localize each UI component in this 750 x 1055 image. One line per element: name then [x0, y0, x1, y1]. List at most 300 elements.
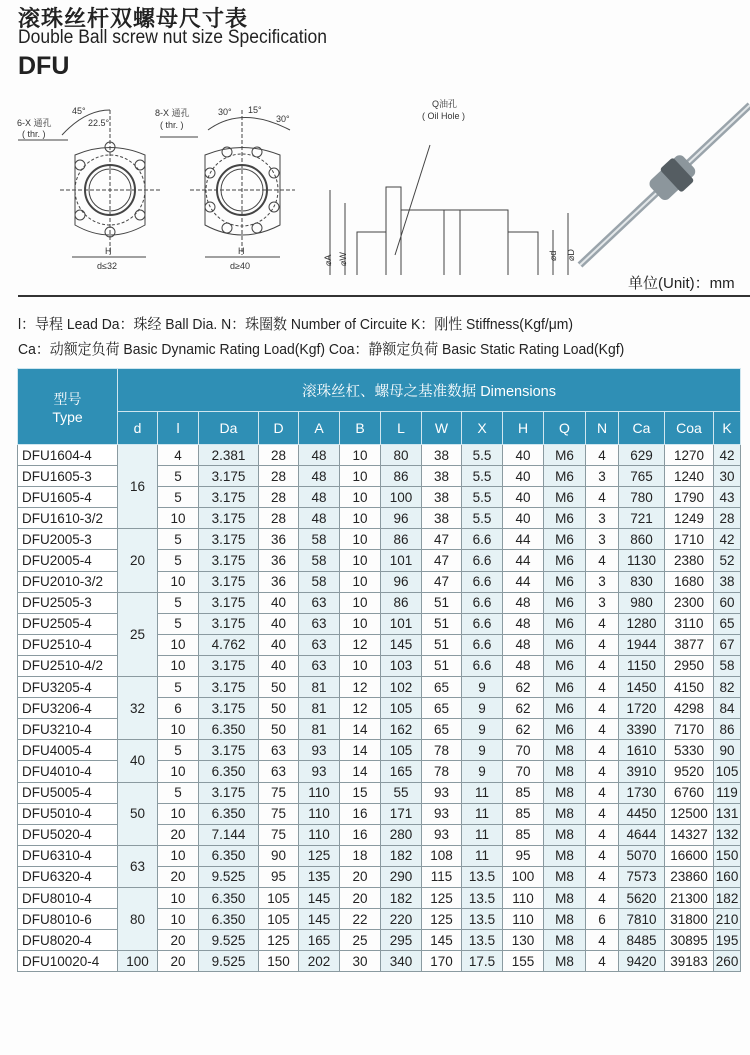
cell-d: 40 [259, 613, 299, 634]
cell-h: 70 [503, 740, 544, 761]
cell-coa: 16600 [665, 845, 714, 866]
cell-coa: 2950 [665, 655, 714, 676]
cell-type: DFU4005-4 [18, 740, 118, 761]
cell-a: 110 [299, 782, 340, 803]
thr-label: ( thr. ) [22, 129, 46, 139]
cell-w: 65 [422, 719, 462, 740]
cell-ca: 7810 [619, 909, 665, 930]
cell-l: 101 [381, 613, 422, 634]
title-english: Double Ball screw nut size Specification [18, 27, 327, 48]
column-header-n: N [586, 412, 619, 445]
cell-k: 86 [714, 719, 741, 740]
cell-l: 220 [381, 909, 422, 930]
cell-w: 38 [422, 466, 462, 487]
cell-ca: 4450 [619, 803, 665, 824]
cell-q: M8 [544, 761, 586, 782]
cell-b: 25 [340, 930, 381, 951]
cell-h: 85 [503, 803, 544, 824]
cell-q: M8 [544, 740, 586, 761]
angle-label: 30° [218, 107, 232, 117]
cell-d: 50 [259, 677, 299, 698]
cell-w: 51 [422, 634, 462, 655]
cell-a: 81 [299, 698, 340, 719]
cell-coa: 3877 [665, 634, 714, 655]
cell-b: 10 [340, 529, 381, 550]
ball-screw-photo [580, 105, 750, 265]
cell-x: 6.6 [462, 634, 503, 655]
cell-w: 115 [422, 866, 462, 887]
cell-q: M6 [544, 571, 586, 592]
cell-w: 51 [422, 613, 462, 634]
condition-label: d≤32 [97, 261, 117, 271]
cell-k: 210 [714, 909, 741, 930]
column-header-w: W [422, 412, 462, 445]
cell-k: 131 [714, 803, 741, 824]
cell-b: 10 [340, 508, 381, 529]
cell-w: 93 [422, 824, 462, 845]
cell-l: 96 [381, 508, 422, 529]
cell-x: 9 [462, 761, 503, 782]
cell-w: 145 [422, 930, 462, 951]
cell-l: 171 [381, 803, 422, 824]
cell-ca: 1280 [619, 613, 665, 634]
type-header-cn: 型号 [53, 390, 82, 407]
cell-n: 4 [586, 782, 619, 803]
cell-coa: 1240 [665, 466, 714, 487]
cell-l: 20 [158, 951, 199, 972]
spec-table [17, 368, 741, 972]
cell-a: 125 [299, 845, 340, 866]
cell-da: 4.762 [199, 634, 259, 655]
cell-k: 42 [714, 445, 741, 466]
cell-l: 5 [158, 529, 199, 550]
cell-ca: 860 [619, 529, 665, 550]
cell-type: DFU8010-4 [18, 887, 118, 908]
cell-da: 3.175 [199, 655, 259, 676]
type-header-en: Type [52, 408, 83, 425]
cell-k: 160 [714, 866, 741, 887]
cell-type: DFU10020-4 [18, 951, 118, 972]
cell-type: DFU2510-4 [18, 634, 118, 655]
cell-da: 3.175 [199, 740, 259, 761]
cell-h: 40 [503, 445, 544, 466]
dimensions-header: 滚珠丝杠、螺母之基准数据 Dimensions [118, 369, 741, 412]
cell-ca: 1130 [619, 550, 665, 571]
cell-q: M6 [544, 529, 586, 550]
cell-k: 150 [714, 845, 741, 866]
cell-h: 48 [503, 634, 544, 655]
cell-coa: 1790 [665, 487, 714, 508]
cell-d: 36 [259, 550, 299, 571]
cell-a: 93 [299, 740, 340, 761]
cell-n: 4 [586, 613, 619, 634]
cell-x: 9 [462, 719, 503, 740]
cell-n: 4 [586, 550, 619, 571]
cell-coa: 2380 [665, 550, 714, 571]
cell-a: 81 [299, 719, 340, 740]
cell-l: 10 [158, 508, 199, 529]
table-row [18, 887, 741, 908]
cell-da: 7.144 [199, 824, 259, 845]
flange-drawing-d40 [160, 110, 295, 257]
cell-da: 9.525 [199, 930, 259, 951]
cell-type: DFU1605-4 [18, 487, 118, 508]
cell-d: 20 [118, 529, 158, 592]
cell-a: 135 [299, 866, 340, 887]
cell-l: 165 [381, 761, 422, 782]
cell-w: 78 [422, 740, 462, 761]
cell-q: M6 [544, 677, 586, 698]
cell-coa: 21300 [665, 887, 714, 908]
cell-n: 4 [586, 951, 619, 972]
cell-type: DFU1604-4 [18, 445, 118, 466]
cell-b: 10 [340, 445, 381, 466]
column-header-q: Q [544, 412, 586, 445]
cell-n: 4 [586, 845, 619, 866]
cell-a: 145 [299, 909, 340, 930]
cell-n: 4 [586, 487, 619, 508]
cell-q: M8 [544, 782, 586, 803]
cell-b: 12 [340, 634, 381, 655]
cell-w: 93 [422, 782, 462, 803]
cell-w: 51 [422, 655, 462, 676]
cell-l: 86 [381, 592, 422, 613]
cell-d: 50 [259, 719, 299, 740]
cell-b: 16 [340, 803, 381, 824]
cell-coa: 7170 [665, 719, 714, 740]
cell-l: 5 [158, 466, 199, 487]
cell-n: 3 [586, 571, 619, 592]
cell-k: 182 [714, 887, 741, 908]
cell-l: 162 [381, 719, 422, 740]
column-header-da: Da [199, 412, 259, 445]
cell-h: 62 [503, 677, 544, 698]
cell-a: 110 [299, 824, 340, 845]
cell-h: 48 [503, 613, 544, 634]
cell-coa: 2300 [665, 592, 714, 613]
cell-q: M6 [544, 698, 586, 719]
cell-type: DFU1610-3/2 [18, 508, 118, 529]
cell-l: 290 [381, 866, 422, 887]
cell-q: M8 [544, 909, 586, 930]
cell-x: 5.5 [462, 445, 503, 466]
cell-a: 48 [299, 487, 340, 508]
cell-l: 20 [158, 866, 199, 887]
cell-k: 30 [714, 466, 741, 487]
cell-type: DFU3210-4 [18, 719, 118, 740]
cell-w: 65 [422, 698, 462, 719]
cell-coa: 9520 [665, 761, 714, 782]
cell-x: 6.6 [462, 655, 503, 676]
cell-d: 75 [259, 824, 299, 845]
cell-ca: 3910 [619, 761, 665, 782]
cell-w: 93 [422, 803, 462, 824]
cell-da: 6.350 [199, 761, 259, 782]
cell-ca: 1944 [619, 634, 665, 655]
column-header-d: D [259, 412, 299, 445]
cell-l: 105 [381, 740, 422, 761]
nut-side-drawing [330, 145, 568, 275]
cell-n: 4 [586, 761, 619, 782]
cell-l: 5 [158, 550, 199, 571]
cell-d: 25 [118, 592, 158, 676]
cell-coa: 12500 [665, 803, 714, 824]
cell-q: M8 [544, 887, 586, 908]
cell-b: 10 [340, 592, 381, 613]
cell-l: 295 [381, 930, 422, 951]
cell-ca: 5070 [619, 845, 665, 866]
cell-coa: 4298 [665, 698, 714, 719]
cell-q: M8 [544, 845, 586, 866]
cell-da: 3.175 [199, 487, 259, 508]
column-header-coa: Coa [665, 412, 714, 445]
cell-h: 130 [503, 930, 544, 951]
cell-b: 20 [340, 887, 381, 908]
cell-l: 86 [381, 466, 422, 487]
thr-label: ( thr. ) [160, 120, 184, 130]
cell-ca: 1450 [619, 677, 665, 698]
cell-a: 110 [299, 803, 340, 824]
cell-l: 182 [381, 845, 422, 866]
dim-a: ⌀A [323, 254, 333, 266]
cell-coa: 39183 [665, 951, 714, 972]
cell-l: 103 [381, 655, 422, 676]
cell-h: 40 [503, 466, 544, 487]
cell-ca: 9420 [619, 951, 665, 972]
cell-d: 150 [259, 951, 299, 972]
legend-line-2: Ca：动额定负荷 Basic Dynamic Rating Load(Kgf) Coa：静额定负荷 Basic Static Rating Load(Kgf) [18, 341, 625, 358]
table-row [18, 740, 741, 761]
cell-type: DFU4010-4 [18, 761, 118, 782]
cell-d: 36 [259, 529, 299, 550]
cell-a: 93 [299, 761, 340, 782]
cell-ca: 1610 [619, 740, 665, 761]
cell-k: 67 [714, 634, 741, 655]
cell-l: 5 [158, 740, 199, 761]
cell-ca: 765 [619, 466, 665, 487]
angle-label: 22.5° [88, 118, 110, 128]
cell-h: 85 [503, 824, 544, 845]
cell-da: 6.350 [199, 845, 259, 866]
cell-x: 9 [462, 698, 503, 719]
cell-b: 30 [340, 951, 381, 972]
cell-a: 81 [299, 677, 340, 698]
cell-da: 6.350 [199, 909, 259, 930]
cell-k: 43 [714, 487, 741, 508]
cell-l: 55 [381, 782, 422, 803]
cell-x: 5.5 [462, 466, 503, 487]
cell-ca: 780 [619, 487, 665, 508]
cell-q: M8 [544, 930, 586, 951]
column-header-h: H [503, 412, 544, 445]
cell-h: 85 [503, 782, 544, 803]
cell-d: 105 [259, 909, 299, 930]
column-header-d: d [118, 412, 158, 445]
cell-w: 78 [422, 761, 462, 782]
cell-b: 10 [340, 550, 381, 571]
column-header-l: l [158, 412, 199, 445]
cell-k: 60 [714, 592, 741, 613]
cell-ca: 4644 [619, 824, 665, 845]
angle-label: 45° [72, 106, 86, 116]
cell-x: 11 [462, 845, 503, 866]
cell-h: 155 [503, 951, 544, 972]
title-chinese: 滚珠丝杆双螺母尺寸表 [18, 6, 249, 31]
cell-l: 5 [158, 487, 199, 508]
cell-w: 125 [422, 887, 462, 908]
cell-d: 28 [259, 466, 299, 487]
table-body [18, 445, 741, 972]
cell-type: DFU5005-4 [18, 782, 118, 803]
cell-k: 58 [714, 655, 741, 676]
cell-type: DFU6320-4 [18, 866, 118, 887]
cell-x: 5.5 [462, 508, 503, 529]
table-row [18, 445, 741, 466]
cell-l: 280 [381, 824, 422, 845]
cell-coa: 14327 [665, 824, 714, 845]
cell-l: 100 [381, 487, 422, 508]
cell-k: 90 [714, 740, 741, 761]
cell-l: 10 [158, 655, 199, 676]
cell-a: 165 [299, 930, 340, 951]
cell-l: 10 [158, 571, 199, 592]
cell-ca: 629 [619, 445, 665, 466]
cell-d: 95 [259, 866, 299, 887]
cell-k: 82 [714, 677, 741, 698]
cell-l: 182 [381, 887, 422, 908]
cell-w: 65 [422, 677, 462, 698]
cell-q: M8 [544, 951, 586, 972]
dim-d: ⌀d [548, 250, 558, 261]
cell-d: 63 [259, 761, 299, 782]
cell-k: 28 [714, 508, 741, 529]
cell-d: 80 [118, 887, 158, 950]
cell-b: 14 [340, 740, 381, 761]
cell-ca: 980 [619, 592, 665, 613]
cell-h: 48 [503, 592, 544, 613]
cell-d: 50 [259, 698, 299, 719]
cell-b: 12 [340, 698, 381, 719]
cell-l: 10 [158, 909, 199, 930]
cell-q: M6 [544, 466, 586, 487]
cell-x: 9 [462, 677, 503, 698]
cell-ca: 7573 [619, 866, 665, 887]
cell-ca: 8485 [619, 930, 665, 951]
cell-w: 38 [422, 487, 462, 508]
column-header-l: L [381, 412, 422, 445]
cell-da: 3.175 [199, 677, 259, 698]
cell-q: M6 [544, 487, 586, 508]
cell-da: 3.175 [199, 592, 259, 613]
cell-x: 13.5 [462, 866, 503, 887]
cell-type: DFU5010-4 [18, 803, 118, 824]
cell-d: 50 [118, 782, 158, 845]
cell-da: 6.350 [199, 719, 259, 740]
cell-q: M6 [544, 550, 586, 571]
table-row [18, 951, 741, 972]
cell-n: 4 [586, 634, 619, 655]
cell-coa: 31800 [665, 909, 714, 930]
cell-l: 340 [381, 951, 422, 972]
cell-x: 5.5 [462, 487, 503, 508]
cell-h: 62 [503, 698, 544, 719]
cell-d: 28 [259, 445, 299, 466]
cell-q: M6 [544, 613, 586, 634]
cell-n: 4 [586, 824, 619, 845]
cell-n: 3 [586, 466, 619, 487]
cell-ca: 830 [619, 571, 665, 592]
cell-n: 4 [586, 866, 619, 887]
cell-x: 13.5 [462, 930, 503, 951]
cell-type: DFU2510-4/2 [18, 655, 118, 676]
cell-l: 10 [158, 761, 199, 782]
table-row [18, 592, 741, 613]
cell-da: 3.175 [199, 782, 259, 803]
cell-d: 36 [259, 571, 299, 592]
cell-coa: 4150 [665, 677, 714, 698]
cell-type: DFU2010-3/2 [18, 571, 118, 592]
cell-q: M6 [544, 719, 586, 740]
cell-k: 65 [714, 613, 741, 634]
cell-a: 48 [299, 466, 340, 487]
angle-label: 30° [276, 114, 290, 124]
cell-w: 125 [422, 909, 462, 930]
dim-w: ⌀W [338, 252, 348, 266]
cell-k: 119 [714, 782, 741, 803]
cell-x: 6.6 [462, 571, 503, 592]
cell-l: 6 [158, 698, 199, 719]
cell-n: 4 [586, 655, 619, 676]
cell-k: 195 [714, 930, 741, 951]
cell-h: 100 [503, 866, 544, 887]
cell-w: 170 [422, 951, 462, 972]
cell-k: 260 [714, 951, 741, 972]
cell-d: 16 [118, 445, 158, 529]
cell-coa: 6760 [665, 782, 714, 803]
cell-x: 11 [462, 782, 503, 803]
cell-l: 105 [381, 698, 422, 719]
cell-coa: 23860 [665, 866, 714, 887]
cell-k: 84 [714, 698, 741, 719]
cell-b: 10 [340, 487, 381, 508]
cell-a: 63 [299, 634, 340, 655]
cell-n: 4 [586, 677, 619, 698]
cell-n: 4 [586, 740, 619, 761]
cell-q: M6 [544, 445, 586, 466]
cell-d: 63 [118, 845, 158, 887]
cell-x: 13.5 [462, 887, 503, 908]
cell-d: 75 [259, 803, 299, 824]
cell-d: 105 [259, 887, 299, 908]
model-name: DFU [18, 52, 70, 80]
cell-w: 47 [422, 571, 462, 592]
cell-l: 20 [158, 930, 199, 951]
cell-k: 132 [714, 824, 741, 845]
cell-x: 13.5 [462, 909, 503, 930]
cell-a: 145 [299, 887, 340, 908]
cell-ca: 1150 [619, 655, 665, 676]
cell-w: 38 [422, 445, 462, 466]
cell-d: 40 [118, 740, 158, 782]
cell-da: 6.350 [199, 887, 259, 908]
cell-b: 10 [340, 613, 381, 634]
cell-b: 10 [340, 466, 381, 487]
cell-coa: 5330 [665, 740, 714, 761]
cell-d: 40 [259, 655, 299, 676]
cell-x: 9 [462, 740, 503, 761]
cell-d: 32 [118, 677, 158, 740]
cell-type: DFU2005-4 [18, 550, 118, 571]
